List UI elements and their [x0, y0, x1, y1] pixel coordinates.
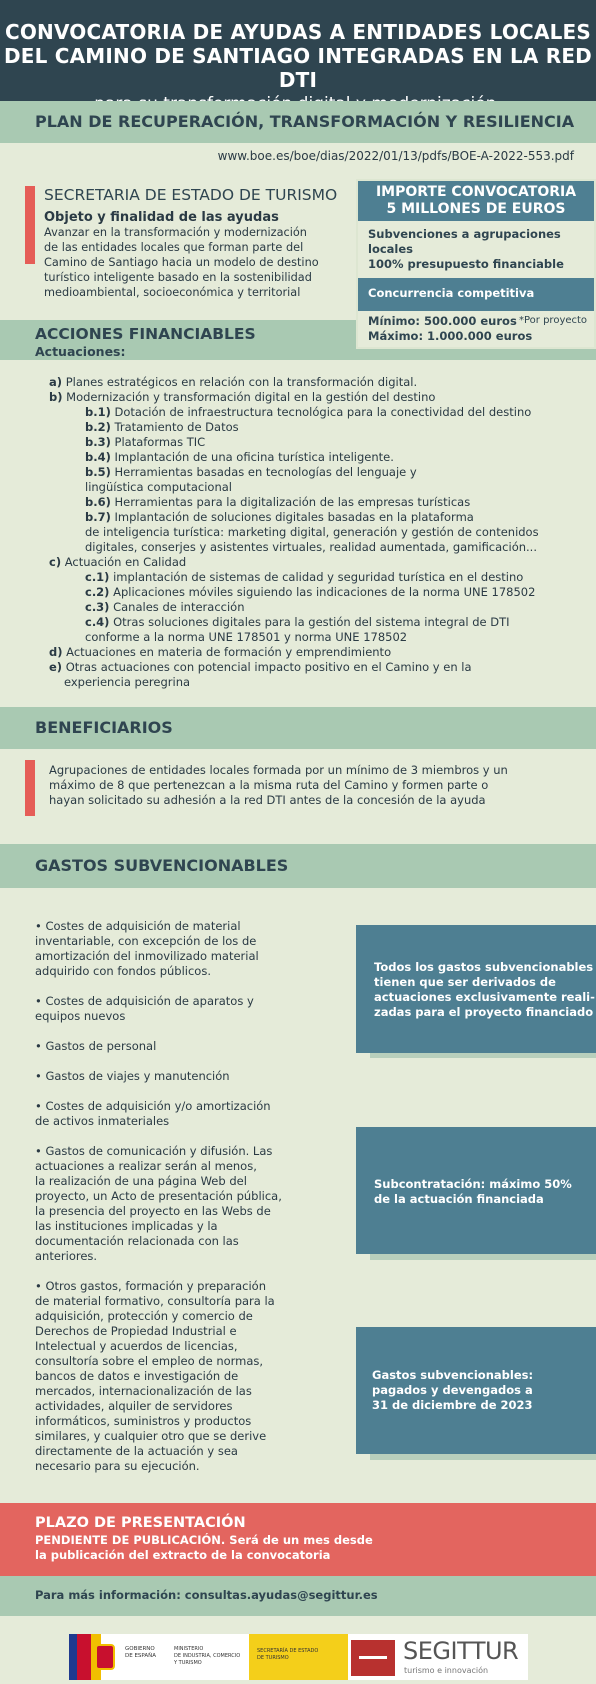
secretaria-logo — [249, 1634, 348, 1680]
actuacion-key: b.2) — [85, 420, 111, 434]
actuacion-text: Dotación de infraestructura tecnológica para la conectividad del destino — [114, 405, 532, 419]
actuacion-key: b.6) — [85, 495, 111, 509]
beneficiarios-text — [49, 763, 549, 808]
eu-flag-icon — [69, 1634, 77, 1680]
gasto-line: informáticos, suministros y productos — [35, 1414, 252, 1428]
gasto-line: adquisición, protección y comercio de — [35, 1309, 253, 1323]
segittur-tagline: turismo e innovación — [404, 1666, 489, 1675]
segittur-mark-line — [359, 1656, 387, 1659]
actuacion-text: Plataformas TIC — [114, 435, 206, 449]
gasto-item — [35, 1144, 305, 1264]
actuacion-text: lingüística computacional — [85, 480, 232, 494]
gasto-item — [35, 1039, 305, 1054]
actuacion-key: c.1) — [85, 570, 110, 584]
spain-flag-red-icon — [77, 1634, 91, 1680]
secretaria-line: Camino de Santiago hacia un modelo de destino — [44, 256, 319, 269]
gasto-line: directamente de la actuación y sea — [35, 1444, 238, 1458]
ministerio-text — [174, 1646, 240, 1667]
actuacion-item — [49, 585, 569, 600]
gasto-item — [35, 919, 305, 979]
actuacion-text: Canales de interacción — [113, 600, 245, 614]
gasto-line: documentación relacionada con las — [35, 1234, 239, 1248]
gasto-line: equipos nuevos — [35, 1009, 126, 1023]
actuacion-item — [49, 405, 569, 420]
gasto-line: de activos inmateriales — [35, 1114, 170, 1128]
actuacion-text: de inteligencia turística: marketing digital, generación y gestión de contenidos — [85, 525, 539, 539]
ministerio-line3: Y TURISMO — [174, 1660, 202, 1666]
header-title-line2: DEL CAMINO DE SANTIAGO INTEGRADAS EN LA RED DTI — [3, 44, 592, 92]
plan-band-text: PLAN DE RECUPERACIÓN, TRANSFORMACIÓN Y RESILIENCIA — [35, 112, 575, 131]
gasto-item — [35, 994, 305, 1024]
gasto-line: • Gastos de viajes y manutención — [35, 1069, 230, 1083]
actuacion-item — [49, 375, 569, 390]
secretaria-logo-text — [257, 1648, 318, 1662]
note2-line: de la actuación financiada — [374, 1192, 544, 1206]
secretaria-logo-line2: DE TURISMO — [257, 1655, 289, 1661]
actuacion-item — [49, 600, 569, 615]
actuacion-key: b.3) — [85, 435, 111, 449]
actuacion-item — [49, 660, 569, 675]
maximo-text: Máximo: 1.000.000 euros — [368, 329, 533, 343]
gobierno-logo — [69, 1634, 249, 1680]
beneficiarios-line: máximo de 8 que pertenezcan a la misma ruta del Camino y formen parte o — [49, 778, 489, 792]
actuacion-text: Tratamiento de Datos — [114, 420, 239, 434]
actuacion-key: e) — [49, 660, 63, 674]
gastos-band — [0, 844, 596, 888]
coat-of-arms-icon — [95, 1644, 115, 1670]
secretaria-line: medioambiental, socioeconómica y territorial — [44, 286, 301, 299]
actuacion-key: b.1) — [85, 405, 111, 419]
actuacion-item — [49, 615, 569, 630]
secretaria-line: Avanzar en la transformación y modernización — [44, 226, 307, 239]
actuacion-text: experiencia peregrina — [64, 675, 191, 689]
gasto-line: inventariable, con excepción de los de — [35, 934, 257, 948]
gobierno-line2: DE ESPAÑA — [125, 1653, 157, 1659]
actuacion-text: conforme a la norma UNE 178501 y norma UNE 178502 — [85, 630, 408, 644]
actuacion-text: digitales, conserjes y asistentes virtuales, realidad aumentada, gamificación... — [85, 540, 537, 554]
importe-title-line2: 5 MILLONES DE EUROS — [386, 201, 566, 217]
por-proyecto-text: *Por proyecto — [519, 315, 588, 326]
secretaria-logo-line1: SECRETARÍA DE ESTADO — [257, 1648, 319, 1654]
note2-box — [356, 1127, 596, 1254]
importe-title-line1: IMPORTE CONVOCATORIA — [375, 184, 577, 200]
actuacion-text: Actuación en Calidad — [64, 555, 187, 569]
actuacion-text: Herramientas para la digitalización de las empresas turísticas — [114, 495, 471, 509]
gasto-line: actuaciones a realizar serán al menos, — [35, 1159, 257, 1173]
beneficiarios-line: Agrupaciones de entidades locales formada por un mínimo de 3 miembros y un — [49, 763, 508, 777]
importe-header — [358, 181, 594, 221]
actuacion-item — [49, 495, 569, 510]
footer — [0, 1616, 596, 1684]
actuacion-key: d) — [49, 645, 63, 659]
actuacion-key: b.4) — [85, 450, 111, 464]
header — [0, 0, 596, 101]
gasto-line: anteriores. — [35, 1249, 98, 1263]
actuacion-text: Implantación de soluciones digitales basadas en la plataforma — [114, 510, 474, 524]
actuacion-item — [49, 630, 569, 645]
gasto-line: Intelectual y acuerdos de licencias, — [35, 1339, 238, 1353]
actuacion-text: implantación de sistemas de calidad y seguridad turística en el destino — [113, 570, 524, 584]
actuacion-key: c.4) — [85, 615, 110, 629]
actuacion-item — [49, 480, 569, 495]
actuacion-key: c.2) — [85, 585, 110, 599]
gasto-line: • Costes de adquisición de material — [35, 919, 241, 933]
secretaria-block — [44, 186, 364, 300]
ministerio-line1: MINISTERIO — [174, 1646, 204, 1652]
secretaria-subtitle: Objeto y finalidad de las ayudas — [44, 210, 279, 225]
note2-line: Subcontratación: máximo 50% — [374, 1177, 572, 1191]
actuacion-item — [49, 675, 569, 690]
gasto-line: mercados, internacionalización de las — [35, 1384, 252, 1398]
actuacion-item — [49, 540, 569, 555]
note3-line: Gastos subvencionables: — [372, 1368, 534, 1382]
actuacion-item — [49, 390, 569, 405]
info-email-text[interactable]: Para más información: consultas.ayudas@segittur.es — [35, 1588, 378, 1602]
actuacion-item — [49, 525, 569, 540]
plan-band — [0, 101, 596, 143]
actuacion-text: Planes estratégicos en relación con la transformación digital. — [65, 375, 418, 389]
gasto-item — [35, 1279, 305, 1474]
plazo-section — [0, 1503, 596, 1576]
gasto-line: • Costes de adquisición y/o amortización — [35, 1099, 271, 1113]
gastos-list — [35, 919, 305, 1489]
gobierno-text — [125, 1646, 156, 1660]
gasto-line: proyecto, un Acto de presentación pública, — [35, 1189, 282, 1203]
gasto-line: necesario para su ejecución. — [35, 1459, 200, 1473]
gasto-line: Derechos de Propiedad Industrial e — [35, 1324, 237, 1338]
boe-url[interactable]: www.boe.es/boe/dias/2022/01/13/pdfs/BOE-A-2022-553.pdf — [217, 149, 574, 163]
actuacion-item — [49, 450, 569, 465]
header-title-line1: CONVOCATORIA DE AYUDAS A ENTIDADES LOCALES — [4, 20, 592, 44]
importe-sub-line1: Subvenciones a agrupaciones locales — [368, 227, 561, 256]
actuacion-key: b.5) — [85, 465, 111, 479]
ministerio-line2: DE INDUSTRIA, COMERCIO — [174, 1653, 241, 1659]
actuacion-key: a) — [49, 375, 63, 389]
beneficiarios-title: BENEFICIARIOS — [35, 718, 173, 737]
note1-line: tienen que ser derivados de — [374, 975, 556, 989]
actuacion-item — [49, 420, 569, 435]
gasto-line: adquirido con fondos públicos. — [35, 964, 211, 978]
actuacion-text: Herramientas basadas en tecnologías del lenguaje y — [114, 465, 417, 479]
gasto-line: • Costes de adquisición de aparatos y — [35, 994, 254, 1008]
actuacion-item — [49, 435, 569, 450]
actuaciones-list — [49, 375, 569, 690]
gasto-line: actividades, alquiler de servidores — [35, 1399, 233, 1413]
secretaria-line: turístico inteligente basado en la sostenibilidad — [44, 271, 312, 284]
gasto-line: bancos de datos e investigación de — [35, 1369, 239, 1383]
gasto-line: • Gastos de comunicación y difusión. Las — [35, 1144, 273, 1158]
importe-sub — [358, 221, 594, 272]
concurrencia-text: Concurrencia competitiva — [368, 286, 535, 300]
gasto-line: • Otros gastos, formación y preparación — [35, 1279, 266, 1293]
gasto-line: consultoría sobre el empleo de normas, — [35, 1354, 264, 1368]
note1-box — [356, 925, 596, 1053]
concurrencia-tab — [576, 294, 594, 310]
plazo-title: PLAZO DE PRESENTACIÓN — [35, 1515, 246, 1531]
gasto-line: la realización de una página Web del — [35, 1174, 247, 1188]
importe-box — [356, 179, 596, 349]
gasto-item — [35, 1099, 305, 1129]
minimo-text: Mínimo: 500.000 euros — [368, 314, 517, 328]
actuacion-key: b.7) — [85, 510, 111, 524]
gobierno-line1: GOBIERNO — [125, 1646, 155, 1652]
gasto-line: de material formativo, consultoría para la — [35, 1294, 275, 1308]
beneficiarios-line: hayan solicitado su adhesión a la red DTI antes de la concesión de la ayuda — [49, 793, 486, 807]
red-accent-bar — [25, 186, 35, 264]
red-accent-bar — [25, 760, 35, 816]
note1-line: zadas para el proyecto financiado — [374, 1005, 594, 1019]
gasto-line: amortización del inmovilizado material — [35, 949, 259, 963]
actuacion-text: Modernización y transformación digital en la gestión del destino — [66, 390, 436, 404]
actuacion-text: Otras soluciones digitales para la gestión del sistema integral de DTI — [113, 615, 510, 629]
beneficiarios-band — [0, 707, 596, 749]
segittur-wordmark: SEGITTUR — [403, 1637, 519, 1665]
actuacion-item — [49, 645, 569, 660]
actuacion-item — [49, 570, 569, 585]
note3-line: 31 de diciembre de 2023 — [372, 1398, 533, 1412]
gasto-line: la presencia del proyecto en las Webs de — [35, 1204, 271, 1218]
secretaria-text — [44, 225, 364, 300]
actuacion-item — [49, 465, 569, 480]
actuacion-key: b) — [49, 390, 63, 404]
gasto-line: las instituciones implicadas y la — [35, 1219, 218, 1233]
actuacion-text: Aplicaciones móviles siguiendo las indicaciones de la norma UNE 178502 — [113, 585, 536, 599]
actuacion-text: Implantación de una oficina turística inteligente. — [114, 450, 394, 464]
plazo-line1: PENDIENTE DE PUBLICACIÓN. Será de un mes desde — [35, 1533, 373, 1547]
secretaria-title: SECRETARIA DE ESTADO DE TURISMO — [44, 186, 338, 204]
importe-sub-line2: 100% presupuesto financiable — [368, 257, 564, 271]
actuacion-key: c) — [49, 555, 62, 569]
gasto-item — [35, 1069, 305, 1084]
gastos-title: GASTOS SUBVENCIONABLES — [35, 856, 289, 875]
concurrencia-banner — [358, 278, 594, 311]
note1-line: Todos los gastos subvencionables — [374, 960, 594, 974]
note3-line: pagados y devengados a — [372, 1383, 533, 1397]
actuacion-item — [49, 510, 569, 525]
acciones-subtitle: Actuaciones: — [35, 344, 126, 359]
gasto-line: • Gastos de personal — [35, 1039, 157, 1053]
info-band — [0, 1576, 596, 1616]
note1-line: actuaciones exclusivamente reali- — [374, 990, 595, 1004]
actuacion-item — [49, 555, 569, 570]
note3-box — [356, 1327, 596, 1454]
actuacion-text: Otras actuaciones con potencial impacto positivo en el Camino y en la — [65, 660, 472, 674]
segittur-logo — [348, 1634, 528, 1680]
actuacion-text: Actuaciones en materia de formación y emprendimiento — [66, 645, 392, 659]
segittur-mark-icon — [351, 1640, 395, 1676]
gasto-line: similares, y cualquier otro que se derive — [35, 1429, 267, 1443]
secretaria-line: de las entidades locales que forman parte del — [44, 241, 304, 254]
actuacion-key: c.3) — [85, 600, 110, 614]
acciones-title: ACCIONES FINANCIABLES — [35, 325, 256, 343]
plazo-line2: la publicación del extracto de la convocatoria — [35, 1548, 331, 1562]
